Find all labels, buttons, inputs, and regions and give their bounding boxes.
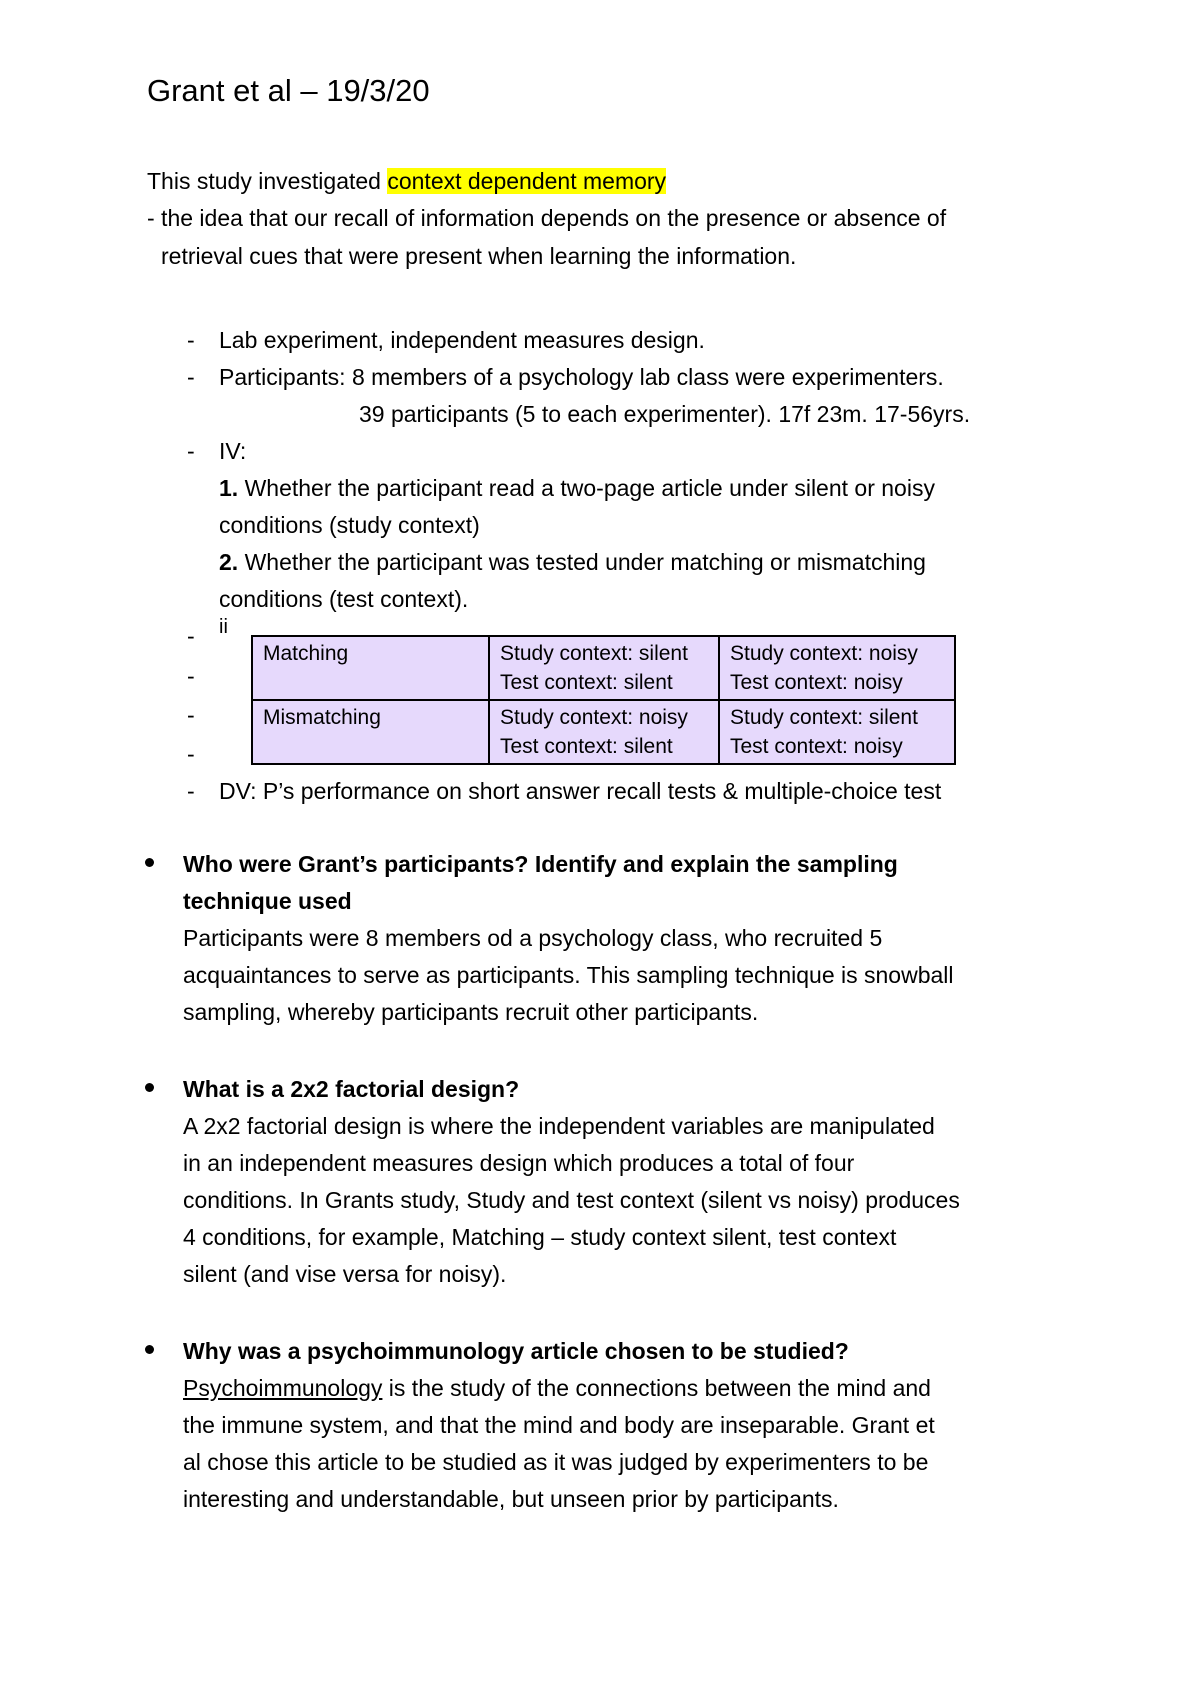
intro-prefix: This study investigated (147, 168, 388, 194)
answer-3-line-1 (183, 1373, 931, 1403)
table-cell (719, 700, 955, 764)
partial-hidden-text: ii (219, 616, 228, 638)
table-cell (489, 636, 719, 700)
question-1-line-1: Who were Grant’s participants? Identify and explain the sampling (183, 851, 898, 877)
answer-1-line-1: Participants were 8 members od a psychology class, who recruited 5 (183, 925, 883, 951)
question-2-line-1: What is a 2x2 factorial design? (183, 1076, 520, 1102)
highlighted-term: context dependent memory (387, 168, 667, 194)
table-row (252, 636, 955, 700)
answer-2-line-1: A 2x2 factorial design is where the independent variables are manipulated (183, 1113, 935, 1139)
answer-1-line-3: sampling, whereby participants recruit other participants. (183, 999, 759, 1025)
definition-line-2: retrieval cues that were present when learning the information. (161, 243, 797, 269)
question-3-line-1: Why was a psychoimmunology article chosen to be studied? (183, 1338, 849, 1364)
list-dash: - (187, 702, 195, 728)
page-title: Grant et al – 19/3/20 (147, 73, 430, 108)
table-cell (489, 700, 719, 764)
underlined-term: Psychoimmunology (183, 1375, 383, 1401)
question-1-line-2: technique used (183, 888, 352, 914)
answer-3-line-4: interesting and understandable, but unseen prior by participants. (183, 1486, 839, 1512)
list-dash: - (187, 364, 195, 390)
answer-2-line-3: conditions. In Grants study, Study and test context (silent vs noisy) produces (183, 1187, 960, 1213)
list-dash: - (187, 741, 195, 767)
answer-2-line-4: 4 conditions, for example, Matching – study context silent, test context (183, 1224, 897, 1250)
table-row (252, 700, 955, 764)
bullet-icon (145, 1083, 154, 1092)
iv1-number: 1. (219, 475, 239, 501)
conditions-table (251, 635, 956, 765)
iv1-line-2: conditions (study context) (219, 512, 480, 538)
cell-line: Study context: noisy (730, 642, 918, 665)
cell-line: Study context: silent (500, 642, 688, 665)
participants-detail: 39 participants (5 to each experimenter). 17f 23m. 17-56yrs. (359, 401, 971, 427)
answer-2-line-5: silent (and vise versa for noisy). (183, 1261, 507, 1287)
answer-2-line-2: in an independent measures design which produces a total of four (183, 1150, 855, 1176)
iv2-text: Whether the participant was tested under matching or mismatching (238, 549, 926, 575)
list-dash: - (187, 623, 195, 649)
iv2-number: 2. (219, 549, 239, 575)
answer-3-line-3: al chose this article to be studied as it was judged by experimenters to be (183, 1449, 929, 1475)
cell-line: Study context: silent (730, 706, 918, 729)
row-label: Mismatching (252, 700, 489, 764)
cell-line: Test context: noisy (730, 735, 903, 758)
answer-3-line-1-rest: is the study of the connections between the mind and (382, 1375, 931, 1401)
iv2-line-1 (219, 547, 926, 577)
bullet-icon (145, 1345, 154, 1354)
cell-line: Test context: noisy (730, 671, 903, 694)
iv-label: IV: (219, 438, 247, 464)
participants-point: Participants: 8 members of a psychology lab class were experimenters. (219, 364, 944, 390)
list-dash: - (187, 663, 195, 689)
table-cell (719, 636, 955, 700)
iv1-line-1 (219, 473, 935, 503)
cell-line: Test context: silent (500, 671, 673, 694)
list-dash: - (187, 438, 195, 464)
dv-point: DV: P’s performance on short answer recall tests & multiple-choice test (219, 778, 942, 804)
iv2-line-2: conditions (test context). (219, 586, 469, 612)
list-dash: - (187, 327, 195, 353)
bullet-icon (145, 858, 154, 867)
answer-1-line-2: acquaintances to serve as participants. This sampling technique is snowball (183, 962, 954, 988)
design-point: Lab experiment, independent measures design. (219, 327, 705, 353)
intro-line (147, 166, 666, 196)
definition-line-1: - the idea that our recall of information depends on the presence or absence of (147, 205, 947, 231)
iv1-text: Whether the participant read a two-page article under silent or noisy (238, 475, 935, 501)
answer-3-line-2: the immune system, and that the mind and body are inseparable. Grant et (183, 1412, 935, 1438)
row-label: Matching (252, 636, 489, 700)
list-dash: - (187, 778, 195, 804)
cell-line: Test context: silent (500, 735, 673, 758)
cell-line: Study context: noisy (500, 706, 688, 729)
